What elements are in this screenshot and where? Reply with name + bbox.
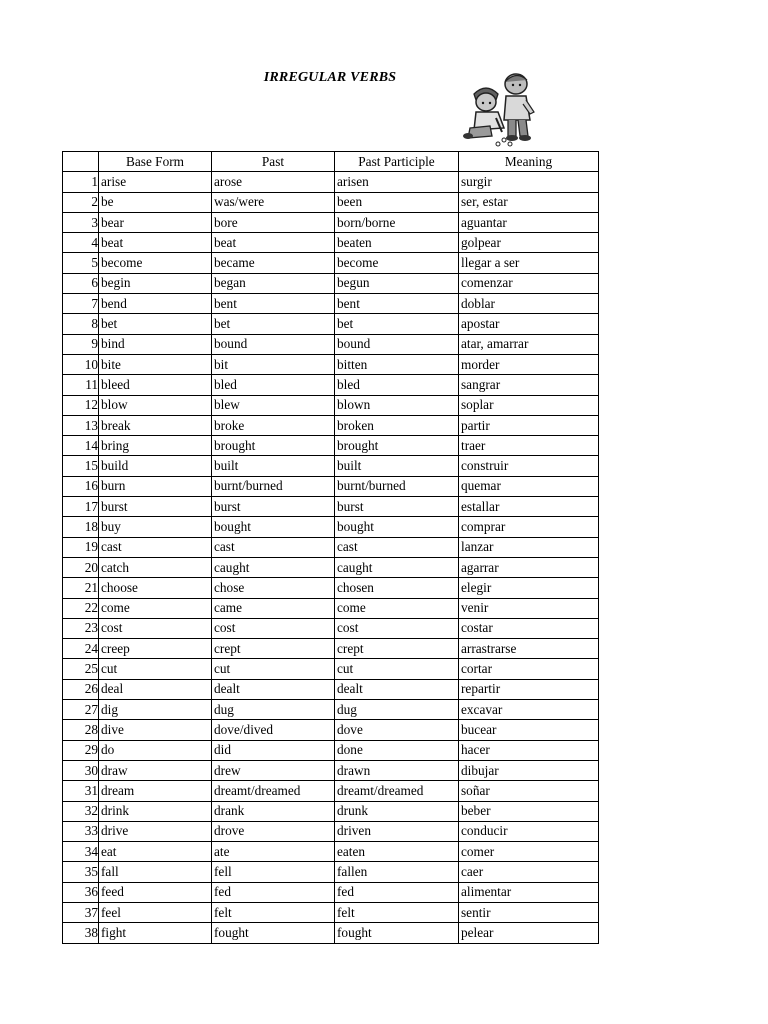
past-cell: did (212, 740, 335, 760)
row-number: 12 (63, 395, 99, 415)
past-cell: blew (212, 395, 335, 415)
meaning-cell: traer (459, 436, 599, 456)
table-row (63, 557, 599, 577)
meaning-cell: apostar (459, 314, 599, 334)
meaning-cell: repartir (459, 679, 599, 699)
base-form-cell: fall (99, 862, 212, 882)
base-form-cell: deal (99, 679, 212, 699)
table-row (63, 253, 599, 273)
past-participle-cell: built (335, 456, 459, 476)
table-row (63, 497, 599, 517)
past-cell: fell (212, 862, 335, 882)
meaning-cell: hacer (459, 740, 599, 760)
base-form-cell: draw (99, 760, 212, 780)
base-form-cell: feed (99, 882, 212, 902)
base-form-cell: cut (99, 659, 212, 679)
meaning-cell: aguantar (459, 212, 599, 232)
past-cell: dove/dived (212, 720, 335, 740)
past-cell: cut (212, 659, 335, 679)
past-cell: bit (212, 354, 335, 374)
header-meaning: Meaning (459, 152, 599, 172)
base-form-cell: cast (99, 537, 212, 557)
base-form-cell: come (99, 598, 212, 618)
meaning-cell: conducir (459, 821, 599, 841)
meaning-cell: construir (459, 456, 599, 476)
table-row (63, 334, 599, 354)
past-participle-cell: fallen (335, 862, 459, 882)
table-row (63, 801, 599, 821)
table-row (63, 294, 599, 314)
past-cell: caught (212, 557, 335, 577)
meaning-cell: soñar (459, 781, 599, 801)
past-participle-cell: broken (335, 415, 459, 435)
base-form-cell: arise (99, 172, 212, 192)
base-form-cell: begin (99, 273, 212, 293)
row-number: 35 (63, 862, 99, 882)
past-participle-cell: fought (335, 923, 459, 943)
past-participle-cell: cost (335, 618, 459, 638)
meaning-cell: costar (459, 618, 599, 638)
row-number: 8 (63, 314, 99, 334)
table-row (63, 639, 599, 659)
past-cell: cast (212, 537, 335, 557)
past-cell: came (212, 598, 335, 618)
row-number: 3 (63, 212, 99, 232)
past-participle-cell: arisen (335, 172, 459, 192)
table-row (63, 740, 599, 760)
past-participle-cell: been (335, 192, 459, 212)
children-playing-clipart (460, 70, 546, 148)
past-participle-cell: eaten (335, 842, 459, 862)
row-number: 25 (63, 659, 99, 679)
meaning-cell: bucear (459, 720, 599, 740)
past-participle-cell: become (335, 253, 459, 273)
meaning-cell: surgir (459, 172, 599, 192)
base-form-cell: become (99, 253, 212, 273)
base-form-cell: burn (99, 476, 212, 496)
table-body (63, 172, 599, 943)
meaning-cell: comprar (459, 517, 599, 537)
row-number: 20 (63, 557, 99, 577)
base-form-cell: beat (99, 233, 212, 253)
row-number: 22 (63, 598, 99, 618)
past-participle-cell: drunk (335, 801, 459, 821)
past-cell: fed (212, 882, 335, 902)
meaning-cell: alimentar (459, 882, 599, 902)
base-form-cell: buy (99, 517, 212, 537)
base-form-cell: be (99, 192, 212, 212)
past-cell: bought (212, 517, 335, 537)
table-row (63, 720, 599, 740)
row-number: 24 (63, 639, 99, 659)
header-base-form: Base Form (99, 152, 212, 172)
row-number: 18 (63, 517, 99, 537)
past-cell: felt (212, 902, 335, 922)
row-number: 36 (63, 882, 99, 902)
table-row (63, 172, 599, 192)
table-row (63, 700, 599, 720)
base-form-cell: feel (99, 902, 212, 922)
meaning-cell: comenzar (459, 273, 599, 293)
past-cell: fought (212, 923, 335, 943)
row-number: 28 (63, 720, 99, 740)
row-number: 4 (63, 233, 99, 253)
past-participle-cell: dug (335, 700, 459, 720)
past-cell: chose (212, 578, 335, 598)
base-form-cell: creep (99, 639, 212, 659)
meaning-cell: llegar a ser (459, 253, 599, 273)
table-row (63, 923, 599, 943)
base-form-cell: drink (99, 801, 212, 821)
base-form-cell: bring (99, 436, 212, 456)
meaning-cell: atar, amarrar (459, 334, 599, 354)
meaning-cell: cortar (459, 659, 599, 679)
past-cell: bled (212, 375, 335, 395)
base-form-cell: fight (99, 923, 212, 943)
meaning-cell: comer (459, 842, 599, 862)
table-row (63, 659, 599, 679)
past-participle-cell: bet (335, 314, 459, 334)
base-form-cell: bear (99, 212, 212, 232)
row-number: 11 (63, 375, 99, 395)
row-number: 30 (63, 760, 99, 780)
page-title: IRREGULAR VERBS (263, 70, 397, 85)
table-row (63, 679, 599, 699)
past-participle-cell: cast (335, 537, 459, 557)
past-cell: burnt/burned (212, 476, 335, 496)
past-cell: arose (212, 172, 335, 192)
row-number: 7 (63, 294, 99, 314)
base-form-cell: blow (99, 395, 212, 415)
past-cell: cost (212, 618, 335, 638)
past-participle-cell: chosen (335, 578, 459, 598)
table-row (63, 537, 599, 557)
meaning-cell: caer (459, 862, 599, 882)
row-number: 29 (63, 740, 99, 760)
base-form-cell: bind (99, 334, 212, 354)
past-participle-cell: begun (335, 273, 459, 293)
past-cell: crept (212, 639, 335, 659)
row-number: 2 (63, 192, 99, 212)
meaning-cell: golpear (459, 233, 599, 253)
past-cell: beat (212, 233, 335, 253)
table-row (63, 902, 599, 922)
row-number: 1 (63, 172, 99, 192)
past-participle-cell: burst (335, 497, 459, 517)
base-form-cell: cost (99, 618, 212, 638)
table-row (63, 456, 599, 476)
past-participle-cell: caught (335, 557, 459, 577)
table-row (63, 476, 599, 496)
past-cell: bent (212, 294, 335, 314)
row-number: 15 (63, 456, 99, 476)
past-cell: built (212, 456, 335, 476)
meaning-cell: ser, estar (459, 192, 599, 212)
table-row (63, 598, 599, 618)
past-participle-cell: bent (335, 294, 459, 314)
past-participle-cell: driven (335, 821, 459, 841)
table-row (63, 821, 599, 841)
base-form-cell: eat (99, 842, 212, 862)
table-row (63, 212, 599, 232)
row-number: 38 (63, 923, 99, 943)
table-row (63, 760, 599, 780)
header-past: Past (212, 152, 335, 172)
base-form-cell: build (99, 456, 212, 476)
past-participle-cell: burnt/burned (335, 476, 459, 496)
past-participle-cell: bled (335, 375, 459, 395)
past-cell: ate (212, 842, 335, 862)
meaning-cell: pelear (459, 923, 599, 943)
past-participle-cell: bound (335, 334, 459, 354)
row-number: 33 (63, 821, 99, 841)
past-cell: dreamt/dreamed (212, 781, 335, 801)
table-row (63, 862, 599, 882)
table-row (63, 375, 599, 395)
past-participle-cell: felt (335, 902, 459, 922)
table-row (63, 314, 599, 334)
past-cell: dug (212, 700, 335, 720)
base-form-cell: bet (99, 314, 212, 334)
meaning-cell: lanzar (459, 537, 599, 557)
past-participle-cell: beaten (335, 233, 459, 253)
past-participle-cell: dealt (335, 679, 459, 699)
past-participle-cell: blown (335, 395, 459, 415)
past-cell: became (212, 253, 335, 273)
header-past-participle: Past Participle (335, 152, 459, 172)
header-number (63, 152, 99, 172)
table-row (63, 578, 599, 598)
meaning-cell: sangrar (459, 375, 599, 395)
row-number: 10 (63, 354, 99, 374)
past-cell: brought (212, 436, 335, 456)
past-participle-cell: bitten (335, 354, 459, 374)
past-participle-cell: come (335, 598, 459, 618)
row-number: 6 (63, 273, 99, 293)
row-number: 21 (63, 578, 99, 598)
meaning-cell: doblar (459, 294, 599, 314)
row-number: 16 (63, 476, 99, 496)
row-number: 17 (63, 497, 99, 517)
base-form-cell: dive (99, 720, 212, 740)
past-participle-cell: drawn (335, 760, 459, 780)
table-row (63, 517, 599, 537)
meaning-cell: partir (459, 415, 599, 435)
meaning-cell: estallar (459, 497, 599, 517)
row-number: 9 (63, 334, 99, 354)
past-cell: bound (212, 334, 335, 354)
table-row (63, 618, 599, 638)
past-participle-cell: bought (335, 517, 459, 537)
past-cell: burst (212, 497, 335, 517)
past-participle-cell: dove (335, 720, 459, 740)
base-form-cell: dream (99, 781, 212, 801)
table-row (63, 395, 599, 415)
meaning-cell: beber (459, 801, 599, 821)
base-form-cell: burst (99, 497, 212, 517)
row-number: 26 (63, 679, 99, 699)
past-cell: dealt (212, 679, 335, 699)
past-participle-cell: brought (335, 436, 459, 456)
row-number: 37 (63, 902, 99, 922)
past-cell: began (212, 273, 335, 293)
meaning-cell: venir (459, 598, 599, 618)
past-cell: broke (212, 415, 335, 435)
past-participle-cell: done (335, 740, 459, 760)
meaning-cell: excavar (459, 700, 599, 720)
past-cell: bet (212, 314, 335, 334)
past-cell: drew (212, 760, 335, 780)
past-cell: was/were (212, 192, 335, 212)
base-form-cell: bite (99, 354, 212, 374)
past-cell: bore (212, 212, 335, 232)
base-form-cell: catch (99, 557, 212, 577)
past-participle-cell: crept (335, 639, 459, 659)
row-number: 13 (63, 415, 99, 435)
row-number: 19 (63, 537, 99, 557)
base-form-cell: bend (99, 294, 212, 314)
meaning-cell: quemar (459, 476, 599, 496)
table-row (63, 273, 599, 293)
meaning-cell: soplar (459, 395, 599, 415)
row-number: 23 (63, 618, 99, 638)
past-participle-cell: dreamt/dreamed (335, 781, 459, 801)
meaning-cell: arrastrarse (459, 639, 599, 659)
row-number: 32 (63, 801, 99, 821)
past-participle-cell: cut (335, 659, 459, 679)
meaning-cell: morder (459, 354, 599, 374)
row-number: 14 (63, 436, 99, 456)
base-form-cell: choose (99, 578, 212, 598)
table-row (63, 781, 599, 801)
base-form-cell: do (99, 740, 212, 760)
past-cell: drove (212, 821, 335, 841)
table-row (63, 354, 599, 374)
table-row (63, 842, 599, 862)
base-form-cell: drive (99, 821, 212, 841)
meaning-cell: agarrar (459, 557, 599, 577)
row-number: 34 (63, 842, 99, 862)
table-row (63, 192, 599, 212)
meaning-cell: dibujar (459, 760, 599, 780)
row-number: 27 (63, 700, 99, 720)
meaning-cell: sentir (459, 902, 599, 922)
row-number: 31 (63, 781, 99, 801)
past-cell: drank (212, 801, 335, 821)
table-row (63, 882, 599, 902)
past-participle-cell: born/borne (335, 212, 459, 232)
base-form-cell: break (99, 415, 212, 435)
meaning-cell: elegir (459, 578, 599, 598)
table-row (63, 233, 599, 253)
base-form-cell: bleed (99, 375, 212, 395)
past-participle-cell: fed (335, 882, 459, 902)
row-number: 5 (63, 253, 99, 273)
table-row (63, 415, 599, 435)
table-row (63, 436, 599, 456)
irregular-verbs-table (62, 151, 599, 944)
table-header-row (63, 152, 599, 172)
base-form-cell: dig (99, 700, 212, 720)
